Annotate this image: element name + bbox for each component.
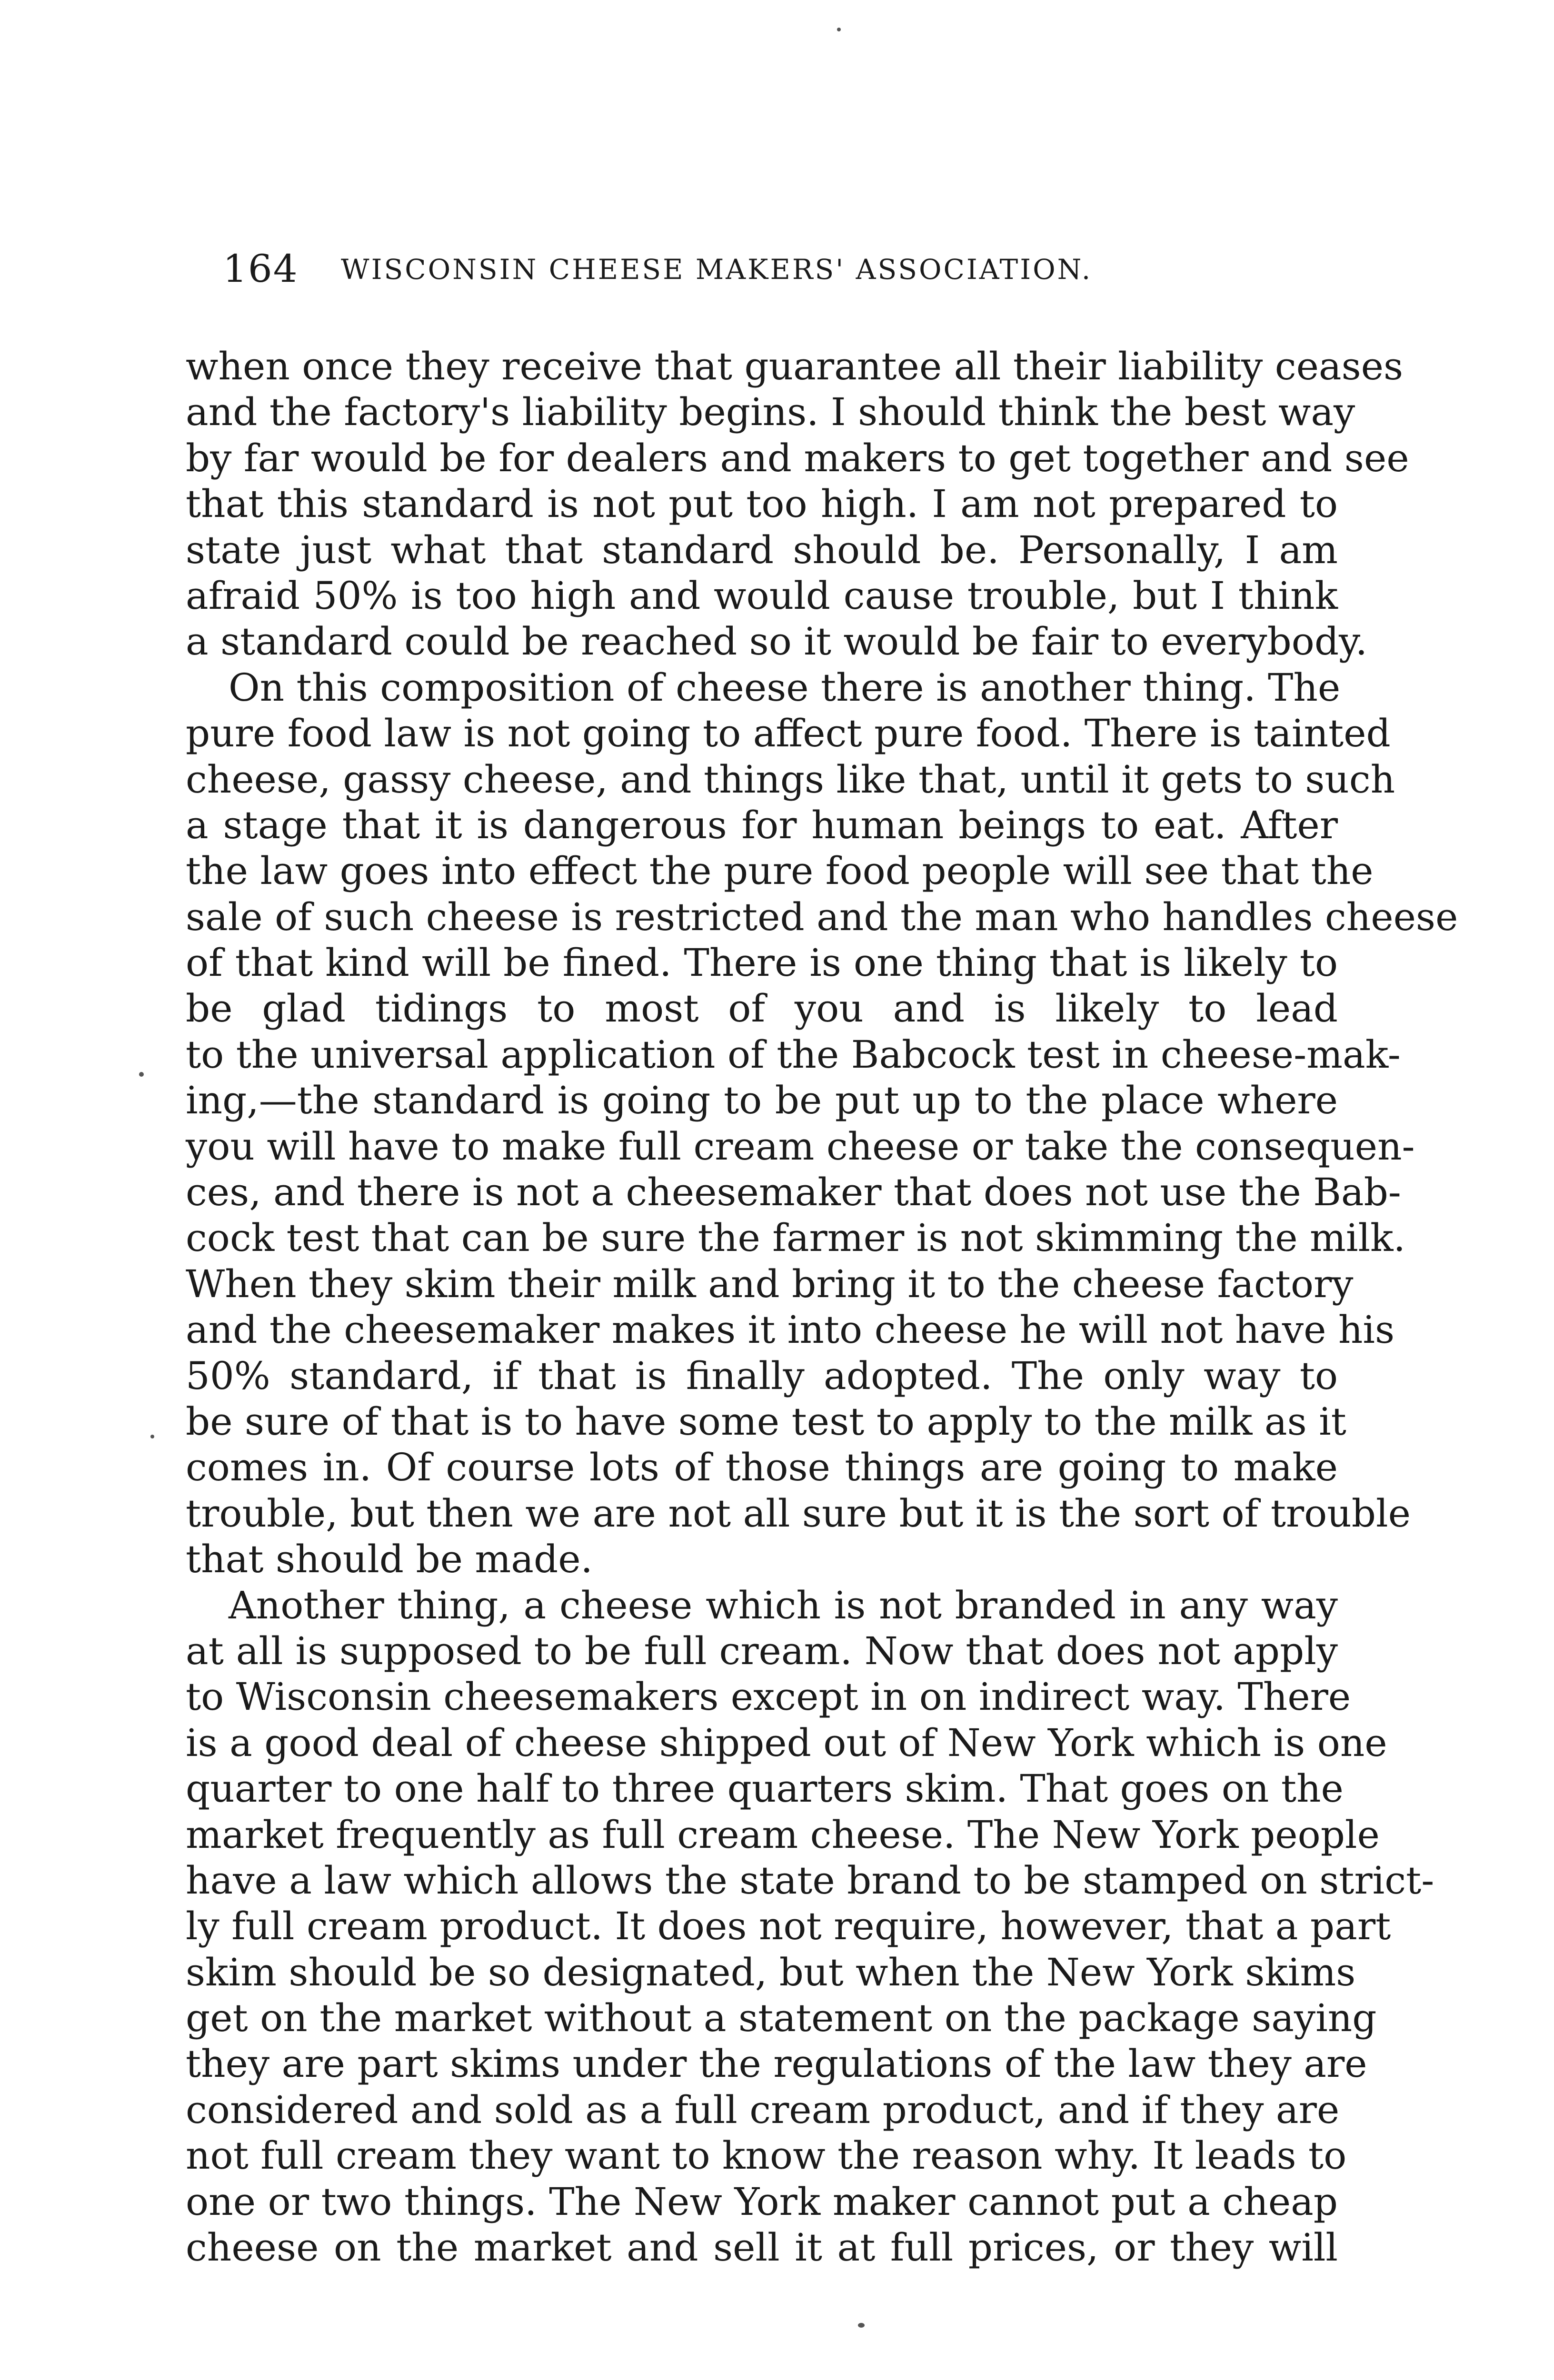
text-line: sale of such cheese is restricted and the man who handles cheese xyxy=(186,894,1458,939)
text-line: that should be made. xyxy=(186,1537,593,1582)
text-line: trouble, but then we are not all sure but it is the sort of trouble xyxy=(186,1491,1411,1536)
scan-speck xyxy=(150,1435,154,1438)
text-line: cheese on the market and sell it at full prices, or they will xyxy=(186,2225,1338,2270)
text-line: when once they receive that guarantee all their liability ceases xyxy=(186,344,1404,388)
scan-speck xyxy=(858,2323,865,2328)
scan-speck xyxy=(139,1072,144,1077)
scan-speck xyxy=(837,28,841,31)
text-line: ly full cream product. It does not require, however, that a part xyxy=(186,1904,1391,1949)
running-title: WISCONSIN CHEESE MAKERS' ASSOCIATION. xyxy=(341,253,1093,286)
text-line: to the universal application of the Babcock test in cheese-mak- xyxy=(186,1032,1401,1077)
text-line: and the cheesemaker makes it into cheese he will not have his xyxy=(186,1308,1395,1352)
text-line: at all is supposed to be full cream. Now that does not apply xyxy=(186,1628,1338,1673)
text-line: by far would be for dealers and makers to get together and see xyxy=(186,436,1409,480)
text-line: to Wisconsin cheesemakers except in on indirect way. There xyxy=(186,1675,1351,1719)
paragraph-first-line: On this composition of cheese there is another thing. The xyxy=(229,665,1341,710)
text-line: you will have to make full cream cheese or take the consequen- xyxy=(186,1124,1415,1169)
text-line: is a good deal of cheese shipped out of New York which is one xyxy=(186,1720,1387,1765)
body-text xyxy=(186,344,1458,2271)
text-line: they are part skims under the regulations of the law they are xyxy=(186,2042,1367,2086)
text-line: afraid 50% is too high and would cause trouble, but I think xyxy=(186,573,1338,618)
text-line: cock test that can be sure the farmer is not skimming the milk. xyxy=(186,1216,1405,1260)
text-line: cheese, gassy cheese, and things like that, until it gets to such xyxy=(186,757,1395,802)
text-line: When they skim their milk and bring it to the cheese factory xyxy=(186,1261,1354,1306)
text-line: skim should be so designated, but when the New York skims xyxy=(186,1950,1356,1994)
text-line: a standard could be reached so it would be fair to everybody. xyxy=(186,619,1368,664)
page-number: 164 xyxy=(223,247,299,291)
text-line: a stage that it is dangerous for human beings to eat. After xyxy=(186,803,1338,847)
text-line: be glad tidings to most of you and is likely to lead xyxy=(186,986,1338,1031)
text-line: and the factory's liability begins. I should think the best way xyxy=(186,390,1355,435)
text-line: state just what that standard should be. Personally, I am xyxy=(186,527,1338,572)
text-line: of that kind will be fined. There is one thing that is likely to xyxy=(186,941,1338,985)
text-line: ces, and there is not a cheesemaker that does not use the Bab- xyxy=(186,1170,1401,1215)
text-line: have a law which allows the state brand to be stamped on strict- xyxy=(186,1858,1434,1903)
text-line: 50% standard, if that is finally adopted. The only way to xyxy=(186,1353,1338,1398)
text-line: comes in. Of course lots of those things are going to make xyxy=(186,1445,1338,1490)
text-line: market frequently as full cream cheese. The New York people xyxy=(186,1812,1380,1857)
text-line: not full cream they want to know the reason why. It leads to xyxy=(186,2133,1347,2178)
paragraph-first-line: Another thing, a cheese which is not branded in any way xyxy=(229,1583,1338,1627)
text-line: one or two things. The New York maker cannot put a cheap xyxy=(186,2179,1338,2224)
text-line: pure food law is not going to affect pure food. There is tainted xyxy=(186,711,1391,756)
running-head xyxy=(223,243,1365,295)
text-line: be sure of that is to have some test to apply to the milk as it xyxy=(186,1399,1346,1444)
text-line: ing,—the standard is going to be put up to the place where xyxy=(186,1078,1338,1123)
text-line: that this standard is not put too high. I am not prepared to xyxy=(186,482,1338,526)
text-line: considered and sold as a full cream product, and if they are xyxy=(186,2087,1340,2132)
text-line: get on the market without a statement on the package saying xyxy=(186,1996,1377,2041)
text-line: the law goes into effect the pure food people will see that the xyxy=(186,849,1374,893)
text-line: quarter to one half to three quarters skim. That goes on the xyxy=(186,1766,1344,1811)
